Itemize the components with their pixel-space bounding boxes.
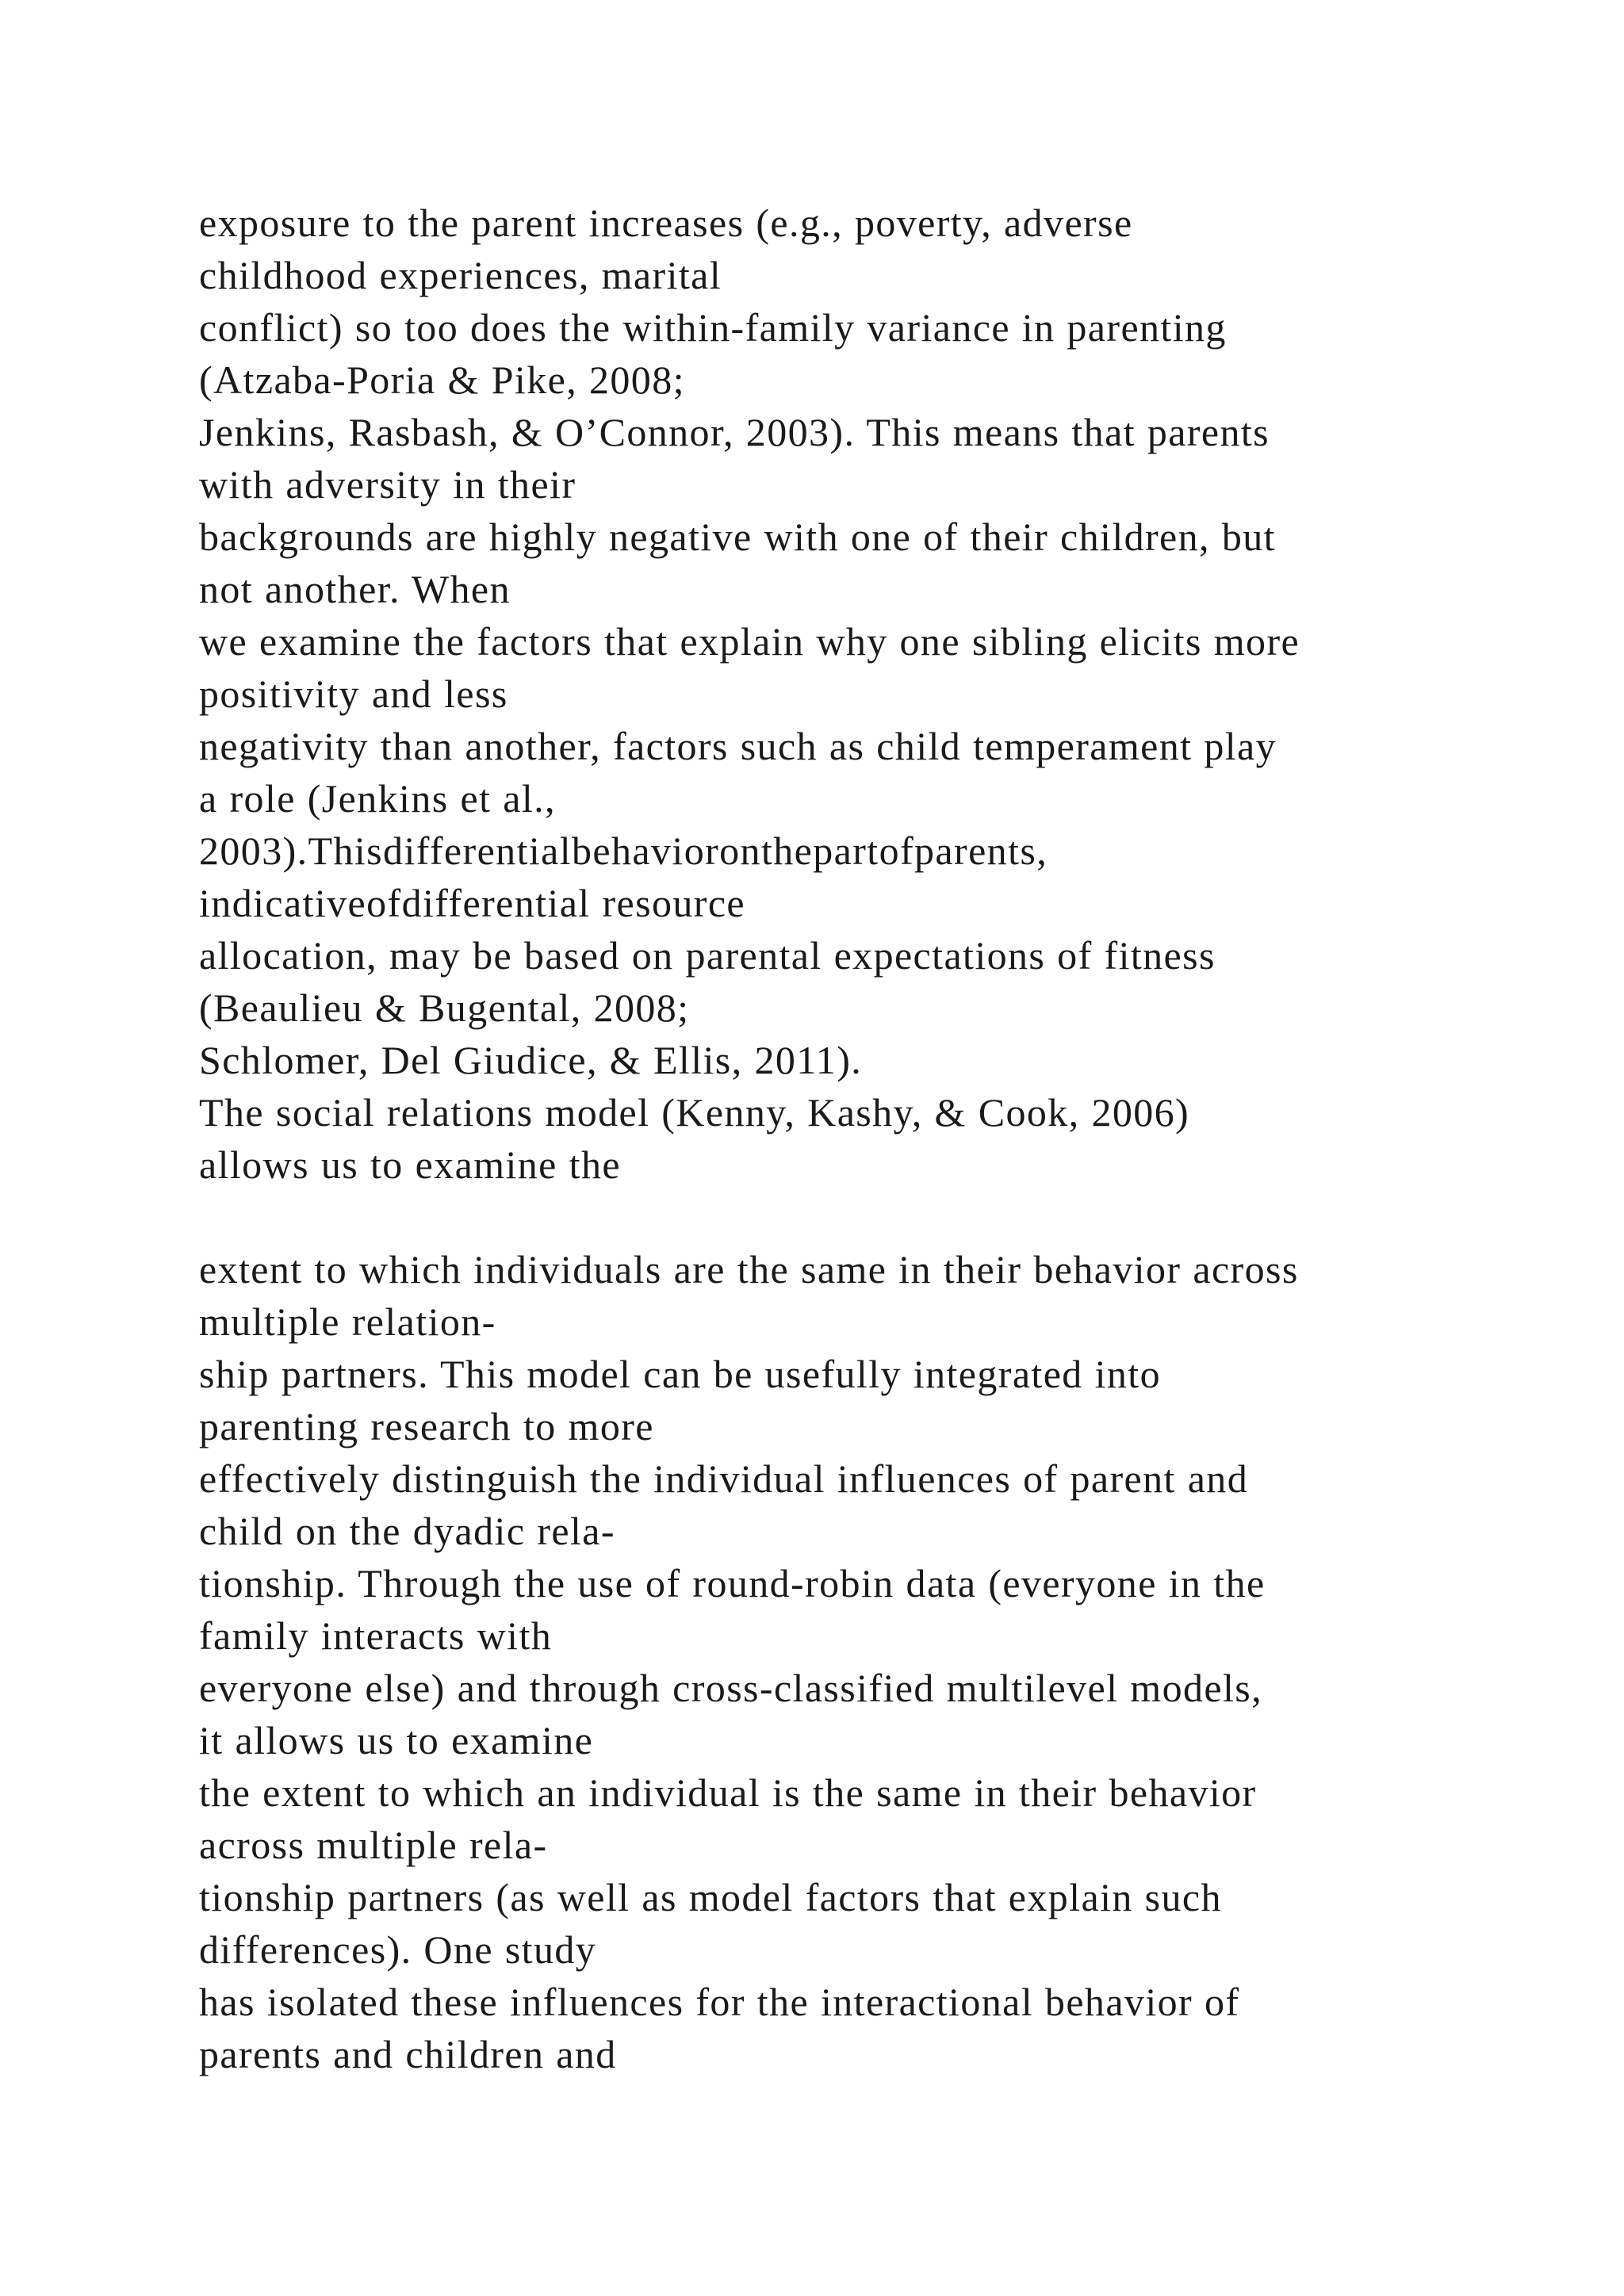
text-line: it allows us to examine bbox=[199, 1718, 594, 1762]
text-line: parenting research to more bbox=[199, 1404, 654, 1448]
body-text bbox=[199, 197, 1547, 2080]
blank-line bbox=[199, 1191, 1547, 1243]
text-line: extent to which individuals are the same in their behavior across bbox=[199, 1247, 1299, 1292]
text-line: child on the dyadic rela- bbox=[199, 1509, 615, 1553]
text-line: Jenkins, Rasbash, & O’Connor, 2003). This means that parents bbox=[199, 410, 1270, 454]
text-line: ship partners. This model can be usefully integrated into bbox=[199, 1352, 1161, 1396]
text-line: we examine the factors that explain why one sibling elicits more bbox=[199, 619, 1300, 664]
text-line: multiple relation- bbox=[199, 1299, 496, 1344]
text-line: tionship. Through the use of round-robin data (everyone in the bbox=[199, 1561, 1266, 1605]
text-line: effectively distinguish the individual influences of parent and bbox=[199, 1456, 1249, 1501]
text-line: Schlomer, Del Giudice, & Ellis, 2011). bbox=[199, 1038, 863, 1082]
text-line: everyone else) and through cross-classified multilevel models, bbox=[199, 1666, 1263, 1710]
text-line: the extent to which an individual is the same in their behavior bbox=[199, 1770, 1257, 1815]
text-line: backgrounds are highly negative with one of their children, but bbox=[199, 515, 1276, 559]
text-line: family interacts with bbox=[199, 1613, 553, 1658]
text-line: differences). One study bbox=[199, 1927, 597, 1972]
text-line: conflict) so too does the within-family variance in parenting bbox=[199, 305, 1227, 350]
text-line: not another. When bbox=[199, 567, 511, 611]
text-line: a role (Jenkins et al., bbox=[199, 776, 556, 821]
text-line: has isolated these influences for the interactional behavior of bbox=[199, 1980, 1240, 2024]
text-line: (Atzaba-Poria & Pike, 2008; bbox=[199, 358, 685, 402]
text-line: parents and children and bbox=[199, 2032, 617, 2076]
text-line: across multiple rela- bbox=[199, 1823, 548, 1867]
text-line: tionship partners (as well as model factors that explain such bbox=[199, 1875, 1222, 1919]
text-line: allows us to examine the bbox=[199, 1142, 621, 1187]
text-line: positivity and less bbox=[199, 672, 508, 716]
text-line: The social relations model (Kenny, Kashy, & Cook, 2006) bbox=[199, 1090, 1190, 1135]
text-line: 2003).Thisdifferentialbehavioronthepartofparents, bbox=[199, 828, 1048, 873]
text-line: childhood experiences, marital bbox=[199, 253, 722, 297]
text-line: negativity than another, factors such as child temperament play bbox=[199, 724, 1277, 768]
text-line: exposure to the parent increases (e.g., poverty, adverse bbox=[199, 201, 1133, 245]
text-line: indicativeofdifferential resource bbox=[199, 881, 746, 925]
text-line: allocation, may be based on parental expectations of fitness bbox=[199, 933, 1216, 978]
text-line: (Beaulieu & Bugental, 2008; bbox=[199, 985, 690, 1030]
text-line: with adversity in their bbox=[199, 462, 576, 507]
